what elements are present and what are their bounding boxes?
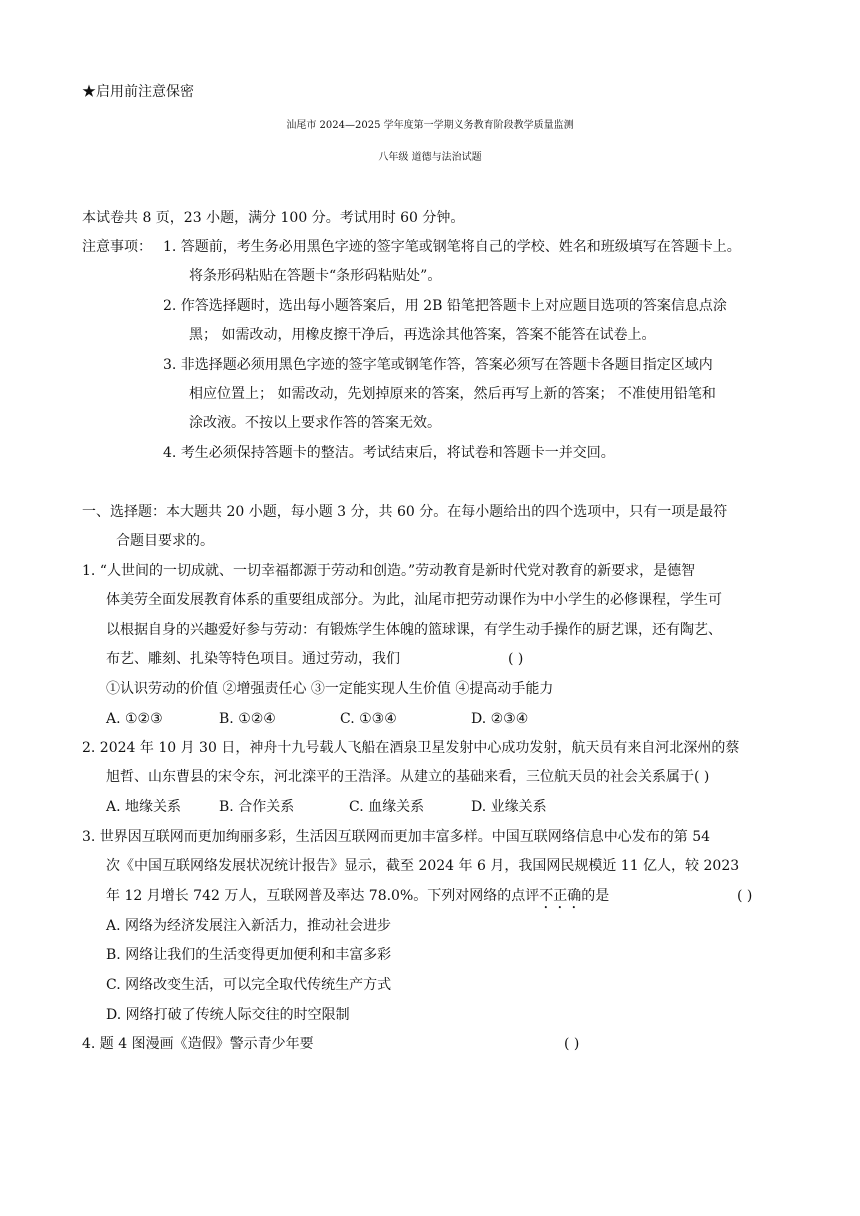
confidential-label: ★启用前注意保密 — [82, 84, 194, 100]
q3-emphasis: 不正确 — [539, 888, 582, 904]
q2-option-d: D. 业缘关系 — [471, 799, 547, 815]
q3-stem-line3 — [106, 886, 609, 912]
q1-stem-line3: 以根据自身的兴趣爱好参与劳动：有锻炼学生体魄的篮球课，有学生动手操作的厨艺课，还有陶艺、 — [106, 622, 722, 638]
section-heading: 一、选择题：本大题共 20 小题，每小题 3 分，共 60 分。在每小题给出的四个选项中，只有一项是最符 — [82, 504, 728, 520]
q3-option-c: C. 网络改变生活，可以完全取代传统生产方式 — [106, 977, 392, 993]
notice-3-cont2: 涂改液。不按以上要求作答的答案无效。 — [189, 415, 441, 431]
notice-1-cont: 将条形码粘贴在答题卡“条形码粘贴处”。 — [189, 268, 442, 284]
notice-label: 注意事项： — [82, 239, 152, 255]
q3-stem-line1: 3. 世界因互联网而更加绚丽多彩，生活因互联网而更加丰富多样。中国互联网络信息中心发布的第 54 — [82, 829, 711, 845]
q2-option-a: A. 地缘关系 — [106, 799, 182, 815]
q3-answer-bracket: ( ) — [737, 888, 753, 904]
q2-option-b: B. 合作关系 — [219, 799, 295, 815]
notice-2: 2. 作答选择题时，选出每小题答案后，用 2B 铅笔把答题卡上对应题目选项的答案信息点涂 — [163, 298, 727, 314]
q4-answer-bracket: ( ) — [564, 1036, 580, 1052]
q1-stem-line4: 布艺、雕刻、扎染等特色项目。通过劳动，我们 — [106, 651, 400, 667]
q1-items: ①认识劳动的价值 ②增强责任心 ③一定能实现人生价值 ④提高动手能力 — [106, 681, 554, 697]
q2-stem-line2: 旭哲、山东曹县的宋令东，河北滦平的王浩泽。从建立的基础来看，三位航天员的社会关系属于( ) — [106, 769, 710, 785]
q1-option-d: D. ②③④ — [471, 711, 529, 727]
q3-stem-line2: 次《中国互联网络发展状况统计报告》显示，截至 2024 年 6 月，我国网民规模近 11 亿人，较 2023 — [106, 858, 740, 874]
section-heading-cont: 合题目要求的。 — [116, 533, 214, 549]
notice-3: 3. 非选择题必须用黑色字迹的签字笔或钢笔作答，答案必须写在答题卡各题目指定区域内 — [163, 357, 713, 373]
q1-stem-line1: 1. “人世间的一切成就、一切幸福都源于劳动和创造。”劳动教育是新时代党对教育的新要求，是德智 — [82, 563, 696, 579]
q3-option-a: A. 网络为经济发展注入新活力，推动社会进步 — [106, 918, 392, 934]
paper-summary: 本试卷共 8 页，23 小题，满分 100 分。考试用时 60 分钟。 — [82, 210, 465, 226]
q1-answer-bracket: ( ) — [508, 651, 524, 667]
exam-subtitle: 八年级 道德与法治试题 — [378, 152, 482, 163]
notice-2-cont: 黑； 如需改动，用橡皮擦干净后，再选涂其他答案，答案不能答在试卷上。 — [189, 327, 656, 343]
notice-1: 1. 答题前，考生务必用黑色字迹的签字笔或钢笔将自己的学校、姓名和班级填写在答题卡上。 — [163, 239, 741, 255]
notice-4: 4. 考生必须保持答题卡的整洁。考试结束后，将试卷和答题卡一并交回。 — [163, 445, 615, 461]
q3-stem-line3-pre: 年 12 月增长 742 万人，互联网普及率达 78.0%。下列对网络的点评 — [106, 888, 540, 904]
q1-option-a: A. ①②③ — [106, 711, 163, 727]
exam-title: 汕尾市 2024—2025 学年度第一学期义务教育阶段教学质量监测 — [286, 120, 574, 131]
q1-option-b: B. ①②④ — [219, 711, 276, 727]
q3-option-d: D. 网络打破了传统人际交往的时空限制 — [106, 1007, 350, 1023]
q4-stem-line1: 4. 题 4 图漫画《造假》警示青少年要 — [82, 1036, 314, 1052]
q3-stem-line3-post: 的是 — [581, 888, 610, 904]
q2-stem-line1: 2. 2024 年 10 月 30 日，神舟十九号载人飞船在酒泉卫星发射中心成功发射，航天员有来自河北深州的蔡 — [82, 740, 740, 756]
q3-option-b: B. 网络让我们的生活变得更加便利和丰富多彩 — [106, 947, 392, 963]
q1-option-c: C. ①③④ — [340, 711, 397, 727]
q2-option-c: C. 血缘关系 — [349, 799, 425, 815]
notice-3-cont: 相应位置上； 如需改动，先划掉原来的答案，然后再写上新的答案； 不准使用铅笔和 — [189, 386, 716, 402]
q1-stem-line2: 体美劳全面发展教育体系的重要组成部分。为此，汕尾市把劳动课作为中小学生的必修课程，学生可 — [106, 592, 722, 608]
